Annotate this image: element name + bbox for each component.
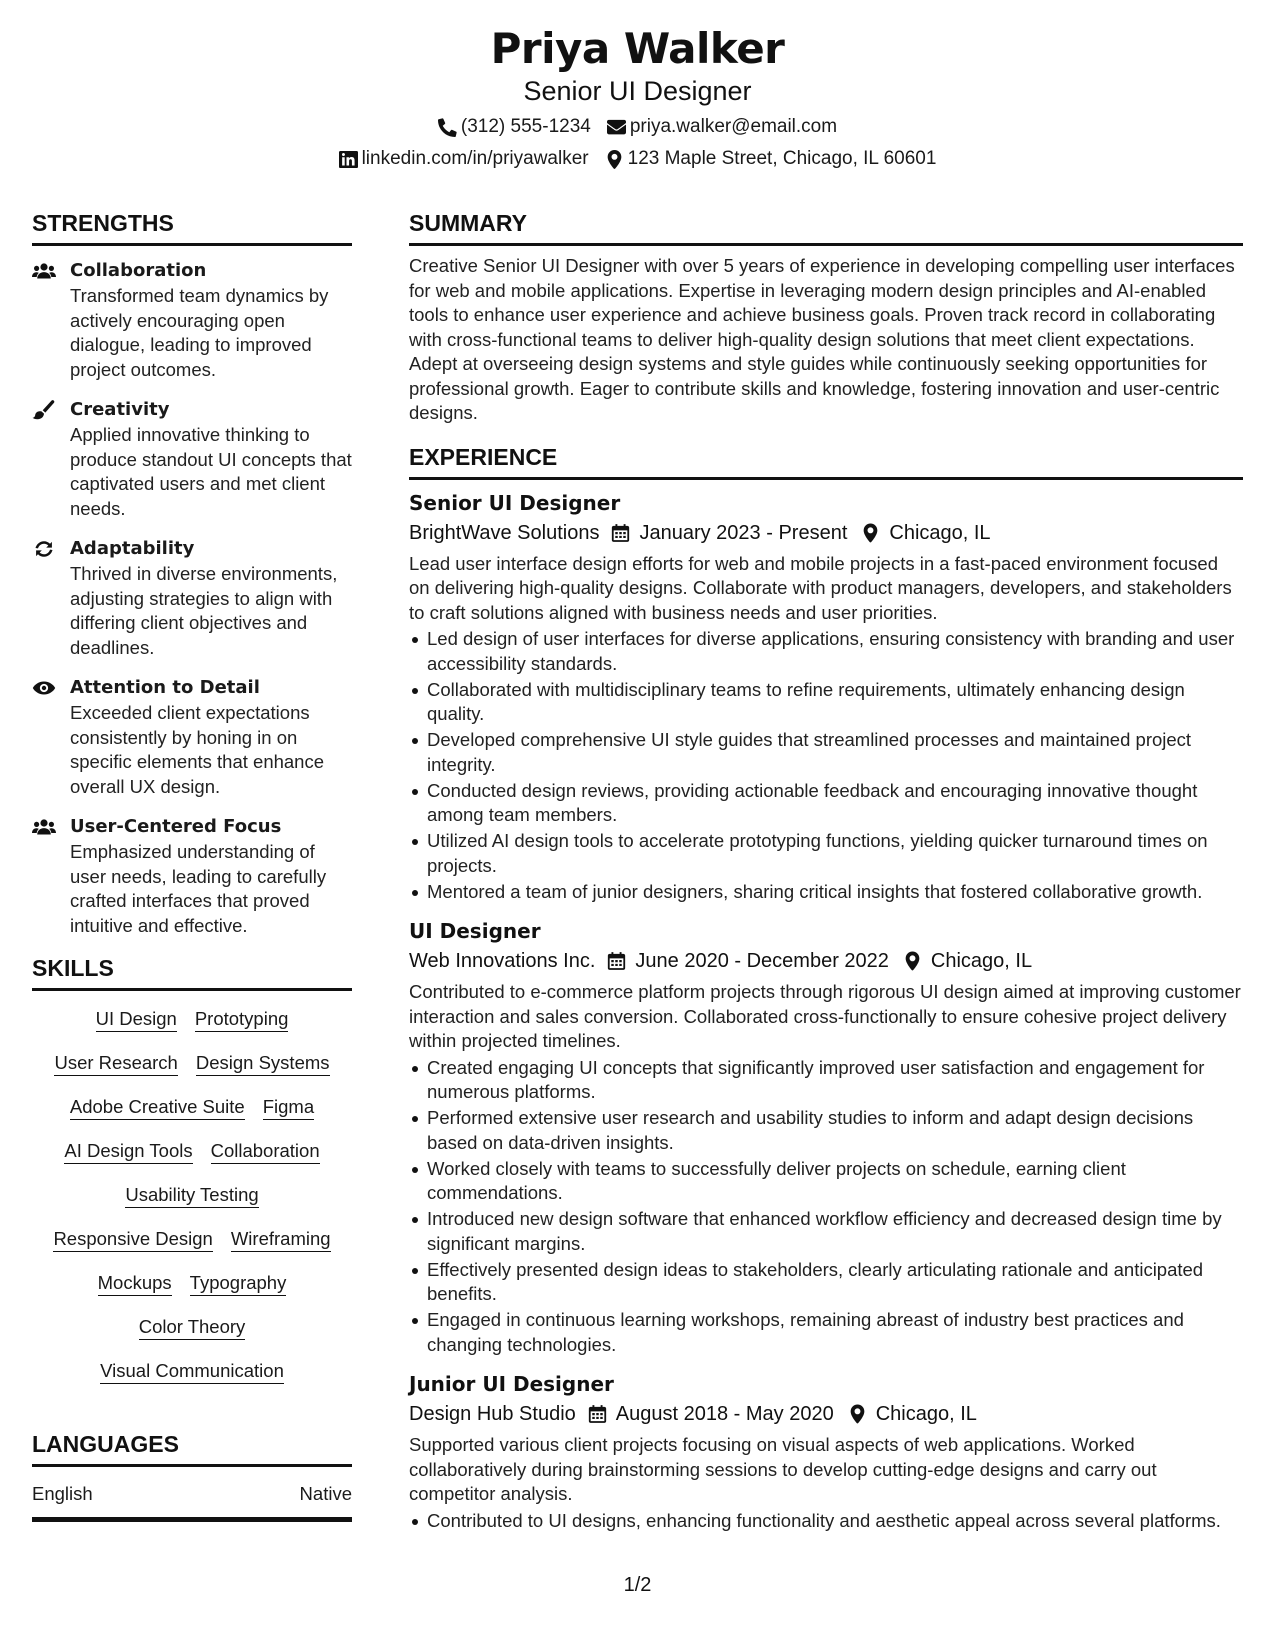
bullet-item: Performed extensive user research and usability studies to inform and adapt design decisions based on data-driven insights.	[409, 1106, 1243, 1155]
job-entry	[409, 916, 1243, 1357]
skill-tag: Figma	[263, 1095, 314, 1120]
left-column	[32, 208, 352, 1522]
contact-linkedin[interactable]	[339, 146, 589, 172]
bullet-item: Conducted design reviews, providing actionable feedback and encouraging innovative thought among team members.	[409, 779, 1243, 828]
job-location: Chicago, IL	[889, 521, 991, 544]
skills-list	[32, 1007, 352, 1384]
bullet-item: Engaged in continuous learning workshops, remaining abreast of industry best practices and changing technologies.	[409, 1308, 1243, 1357]
bullet-item: Created engaging UI concepts that significantly improved user satisfaction and engagement for numerous platforms.	[409, 1056, 1243, 1105]
strength-item	[32, 397, 352, 521]
map-pin-icon	[903, 951, 922, 971]
job-location: Chicago, IL	[875, 1403, 977, 1425]
map-pin-icon	[605, 150, 624, 169]
contact-address	[605, 146, 937, 172]
bullet-item: Contributed to UI designs, enhancing functionality and aesthetic appeal across several platforms.	[409, 1509, 1243, 1534]
skill-row	[32, 1183, 352, 1208]
skill-row	[32, 1359, 352, 1384]
skill-tag: Visual Communication	[100, 1359, 284, 1384]
users-icon	[32, 261, 56, 281]
job-meta	[409, 946, 1243, 976]
summary-heading: SUMMARY	[409, 208, 1243, 246]
skill-tag: User Research	[54, 1051, 177, 1076]
map-pin-icon	[848, 1404, 867, 1424]
skill-tag: Responsive Design	[53, 1227, 212, 1252]
job-meta	[409, 1399, 1243, 1429]
job-dates: June 2020 - December 2022	[635, 950, 889, 972]
strength-item	[32, 258, 352, 382]
contact-email[interactable]	[607, 114, 837, 140]
strength-item	[32, 814, 352, 938]
email-text[interactable]: priya.walker@email.com	[629, 116, 838, 137]
envelope-icon	[607, 118, 626, 137]
skill-row	[32, 1051, 352, 1076]
job-company: Design Hub Studio	[409, 1403, 576, 1425]
job-title: UI Designer	[409, 919, 541, 943]
paintbrush-icon	[32, 400, 56, 420]
skill-tag: AI Design Tools	[64, 1139, 192, 1164]
bullet-item: Effectively presented design ideas to stakeholders, clearly articulating rationale and anticipated benefits.	[409, 1258, 1243, 1307]
right-column	[409, 208, 1243, 1535]
strength-desc: Applied innovative thinking to produce standout UI concepts that captivated users and met client needs.	[70, 424, 352, 519]
languages-heading: LANGUAGES	[32, 1429, 352, 1467]
strength-title: Collaboration	[70, 260, 207, 281]
skill-row	[32, 1095, 352, 1120]
strength-item	[32, 675, 352, 799]
skill-tag: Usability Testing	[125, 1183, 258, 1208]
summary-text: Creative Senior UI Designer with over 5 years of experience in developing compelling user interfaces for web and mobile applications. Expertise in leveraging modern design principles and AI-enabled tools to enhance user experience and achieve business goals. Proven track record in collaborating with cross-functional teams to deliver high-quality design solutions that meet client expectations. Adept at overseeing design systems and style guides while continuously seeking opportunities for professional growth. Eager to contribute skills and knowledge, fostering innovation and user-centric designs.	[409, 255, 1235, 423]
skill-row	[32, 1139, 352, 1164]
job-title: Junior UI Designer	[409, 1372, 614, 1396]
skill-tag: Wireframing	[231, 1227, 331, 1252]
calendar-icon	[588, 1404, 607, 1424]
calendar-icon	[607, 951, 626, 971]
contact-row-1	[0, 114, 1275, 140]
address-text: 123 Maple Street, Chicago, IL 60601	[627, 148, 937, 169]
strengths-list	[32, 258, 352, 938]
strengths-heading: STRENGTHS	[32, 208, 352, 246]
map-pin-icon	[861, 523, 880, 543]
skill-tag: Typography	[190, 1271, 287, 1296]
skills-heading: SKILLS	[32, 953, 352, 991]
contact-row-2	[0, 146, 1275, 172]
sync-icon	[32, 539, 56, 559]
eye-icon	[32, 678, 56, 698]
skill-tag: Collaboration	[211, 1139, 320, 1164]
job-entry	[409, 488, 1243, 905]
language-level: Native	[299, 1483, 352, 1504]
linkedin-text[interactable]: linkedin.com/in/priyawalker	[361, 148, 589, 169]
strength-title: Creativity	[70, 399, 170, 420]
users-icon	[32, 817, 56, 837]
strength-title: Attention to Detail	[70, 677, 260, 698]
skill-tag: UI Design	[96, 1007, 177, 1032]
job-location: Chicago, IL	[930, 950, 1033, 972]
bullet-item: Led design of user interfaces for diverse applications, ensuring consistency with branding and user accessibility standards.	[409, 627, 1243, 676]
strength-desc: Emphasized understanding of user needs, leading to carefully crafted interfaces that proved intuitive and effective.	[70, 841, 327, 936]
job-title: Senior UI Designer	[409, 490, 621, 515]
linkedin-icon	[339, 150, 358, 169]
strength-title: Adaptability	[70, 538, 195, 559]
job-dates: August 2018 - May 2020	[615, 1403, 834, 1425]
skill-row	[32, 1007, 352, 1032]
job-entry	[409, 1369, 1243, 1533]
skill-tag: Prototyping	[195, 1007, 289, 1032]
phone-icon	[438, 118, 457, 137]
bullet-item: Introduced new design software that enhanced workflow efficiency and decreased design time by significant margins.	[409, 1207, 1243, 1256]
bullet-item: Worked closely with teams to successfully deliver projects on schedule, earning client commendations.	[409, 1157, 1243, 1206]
job-company: BrightWave Solutions	[409, 521, 600, 544]
job-description: Supported various client projects focusing on visual aspects of web applications. Worked collaboratively during brainstorming sessions to develop cutting-edge designs and carry out competitor analysis.	[409, 1434, 1157, 1504]
resume-header	[0, 22, 1275, 172]
language-item	[32, 1481, 352, 1522]
skill-row	[32, 1227, 352, 1252]
skill-tag: Adobe Creative Suite	[70, 1095, 245, 1120]
strength-desc: Exceeded client expectations consistently by honing in on specific elements that enhance overall UX design.	[70, 702, 325, 797]
language-name: English	[32, 1483, 93, 1504]
bullet-item: Collaborated with multidisciplinary teams to refine requirements, ultimately enhancing design quality.	[409, 678, 1243, 727]
job-description: Contributed to e-commerce platform projects through rigorous UI design aimed at improving customer interaction and sales conversion. Collaborated cross-functionally to ensure cohesive project delivery within projected timelines.	[409, 981, 1241, 1051]
skill-tag: Design Systems	[196, 1051, 330, 1076]
skill-row	[32, 1271, 352, 1296]
bullet-item: Developed comprehensive UI style guides that streamlined processes and maintained project integrity.	[409, 728, 1243, 777]
skill-tag: Mockups	[98, 1271, 172, 1296]
contact-phone	[438, 114, 591, 140]
bullet-item: Mentored a team of junior designers, sharing critical insights that fostered collaborative growth.	[409, 880, 1243, 905]
job-bullets	[409, 627, 1243, 904]
experience-heading: EXPERIENCE	[409, 442, 1243, 480]
skill-row	[32, 1315, 352, 1340]
job-bullets	[409, 1056, 1243, 1358]
strength-item	[32, 536, 352, 660]
phone-text: (312) 555-1234	[460, 116, 591, 137]
strength-title: User-Centered Focus	[70, 816, 282, 837]
candidate-title: Senior UI Designer	[523, 76, 752, 106]
strength-desc: Thrived in diverse environments, adjusting strategies to align with differing client objectives and deadlines.	[70, 563, 338, 658]
job-dates: January 2023 - Present	[639, 521, 848, 544]
job-company: Web Innovations Inc.	[409, 950, 596, 972]
job-meta	[409, 518, 1243, 548]
job-bullets	[409, 1509, 1243, 1534]
strength-desc: Transformed team dynamics by actively encouraging open dialogue, leading to improved project outcomes.	[70, 285, 329, 380]
bullet-item: Utilized AI design tools to accelerate prototyping functions, yielding quicker turnaround times on projects.	[409, 829, 1243, 878]
skill-tag: Color Theory	[139, 1315, 246, 1340]
job-description: Lead user interface design efforts for web and mobile projects in a fast-paced environment focused on delivering high-quality designs. Collaborate with product managers, developers, and stakeholders to craft solutions aligned with business needs and user priorities.	[409, 552, 1232, 623]
calendar-icon	[611, 523, 630, 543]
page-number: 1/2	[623, 1574, 652, 1596]
candidate-name: Priya Walker	[490, 24, 785, 73]
